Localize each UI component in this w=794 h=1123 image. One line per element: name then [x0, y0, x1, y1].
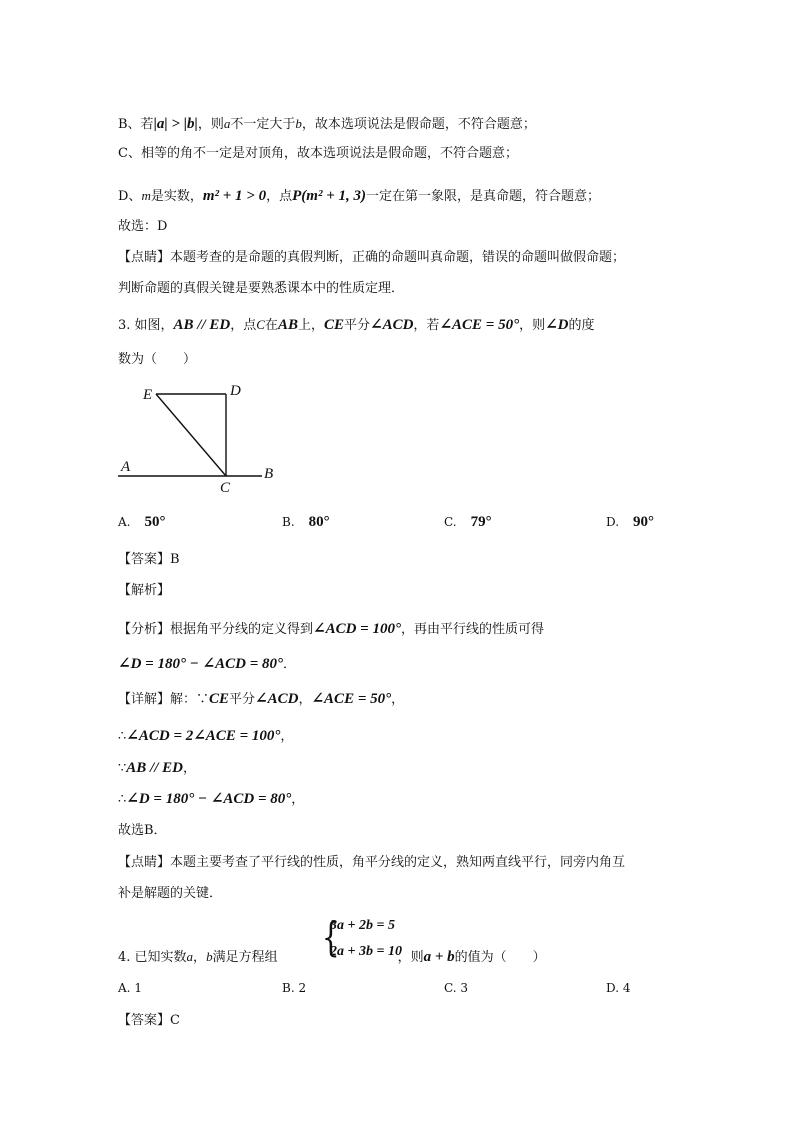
option-b-explanation: B、若|a| > |b|，则a不一定大于b，故本选项说法是假命题，不符合题意；	[118, 116, 536, 132]
q4-option-c[interactable]: C. 3	[444, 981, 469, 995]
q4-option-d[interactable]: D. 4	[606, 981, 631, 995]
q3-option-b[interactable]: B. 80°	[282, 514, 330, 530]
system-brace: {	[321, 915, 340, 961]
label-e: E	[143, 387, 153, 403]
option-c-explanation: C、相等的角不一定是对顶角，故本选项说法是假命题，不符合题意；	[118, 146, 518, 161]
q3-comment-2: 补是解题的关键．	[118, 886, 223, 901]
abs-inequality: |a| > |b|	[153, 116, 198, 132]
q3-comment-1: 【点睛】本题主要考查了平行线的性质，角平分线的定义，熟知两直线平行，同旁内角互	[118, 855, 626, 870]
equation-2: 2a + 3b = 10	[330, 944, 402, 959]
choose-d: 故选：D	[118, 219, 168, 234]
q3-stem-line2: 数为（ ）	[118, 352, 197, 367]
option-d-explanation: D、m是实数，m² + 1 > 0，点P(m² + 1, 3)一定在第一象限，是真命题，符合题意；	[118, 188, 601, 204]
geometry-figure	[112, 378, 292, 498]
q3-fenxi-line2: ∠D = 180° − ∠ACD = 80°．	[118, 656, 297, 672]
equation-1: 3a + 2b = 5	[330, 918, 395, 933]
q3-step-2: ∵AB // ED，	[118, 760, 196, 776]
q3-option-d[interactable]: D. 90°	[606, 514, 655, 530]
label-a: A	[121, 459, 131, 475]
q3-analysis-heading: 【解析】	[118, 583, 171, 598]
q3-answer: 【答案】B	[118, 552, 180, 567]
segment-ec	[156, 394, 226, 476]
q3-step-3: ∴∠D = 180° − ∠ACD = 80°，	[118, 791, 305, 807]
q4-option-a[interactable]: A. 1	[118, 981, 142, 995]
q3-detail: 【详解】解：∵CE平分∠ACD，∠ACE = 50°，	[118, 691, 405, 707]
q3-stem: 3. 如图，AB // ED，点C在AB上，CE平分∠ACD，若∠ACE = 50°，则∠D的度	[118, 317, 595, 333]
q3-fenxi: 【分析】根据角平分线的定义得到∠ACD = 100°，再由平行线的性质可得	[118, 621, 544, 637]
q4-stem: 4. 已知实数a，b满足方程组 ，则a + b的值为（ ）	[118, 949, 546, 965]
label-b: B	[264, 466, 274, 482]
q3-choose: 故选B．	[118, 823, 167, 838]
q4-option-b[interactable]: B. 2	[282, 981, 307, 995]
q4-answer: 【答案】C	[118, 1013, 180, 1028]
comment-line-2: 判断命题的真假关键是要熟悉课本中的性质定理．	[118, 281, 405, 296]
comment-line-1: 【点睛】本题考查的是命题的真假判断，正确的命题叫真命题，错误的命题叫做假命题；	[118, 250, 626, 265]
label-c: C	[220, 480, 231, 496]
q3-option-c[interactable]: C. 79°	[444, 514, 492, 530]
label-d: D	[230, 383, 241, 399]
q3-step-1: ∴∠ACD = 2∠ACE = 100°，	[118, 728, 294, 744]
q3-option-a[interactable]: A. 50°	[118, 514, 166, 530]
